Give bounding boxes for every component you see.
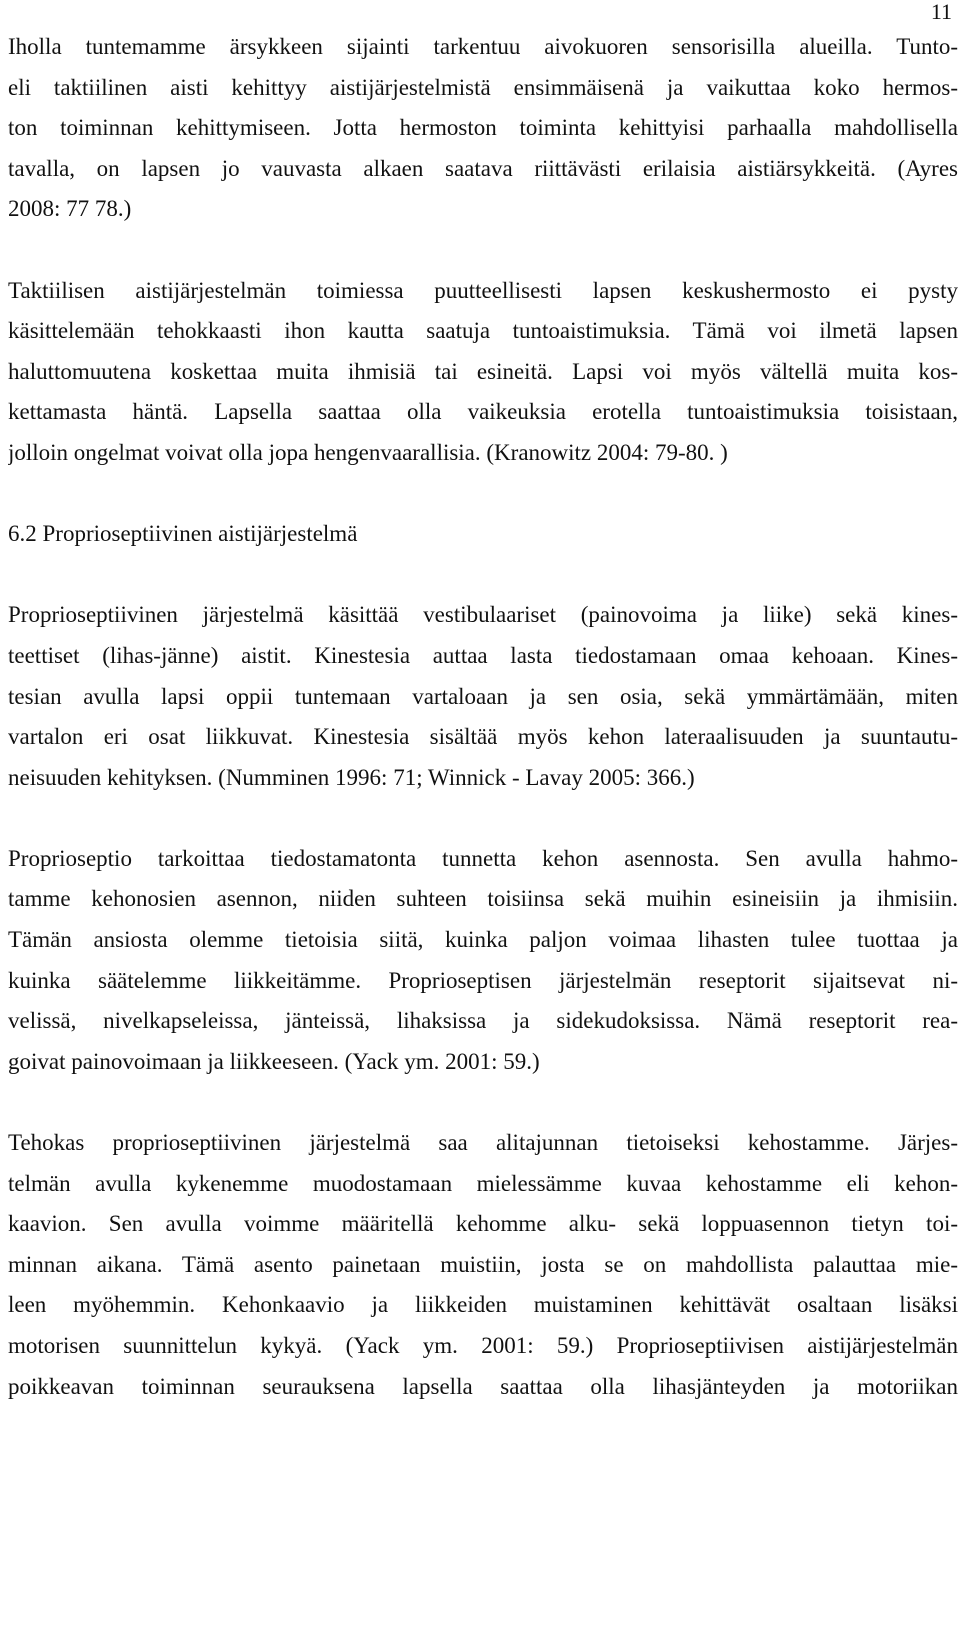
text-line: goivat painovoimaan ja liikkeeseen. (Yack ym. 2001: 59.) <box>8 1048 540 1074</box>
text-line: haluttomuutena koskettaa muita ihmisiä tai esineitä. Lapsi voi myös vältellä muita kos- <box>8 358 958 384</box>
text-line: kaavion. Sen avulla voimme määritellä kehomme alku- sekä loppuasennon tietyn toi- <box>8 1211 958 1237</box>
text-line: Proprioseptio tarkoittaa tiedostamatonta tunnetta kehon asennosta. Sen avulla hahmo- <box>8 845 958 871</box>
text-line: tamme kehonosien asennon, niiden suhteen toisiinsa sekä muihin esineisiin ja ihmisiin. <box>8 886 958 912</box>
text-line: teettiset (lihas-jänne) aistit. Kinestesia auttaa lasta tiedostamaan omaa kehoaan. Kines- <box>8 642 958 668</box>
document-body <box>8 27 958 1407</box>
text-line: motorisen suunnittelun kykyä. (Yack ym. 2001: 59.) Proprioseptiivisen aistijärjestelmän <box>8 1333 958 1358</box>
paragraph <box>8 595 958 798</box>
text-line: kuinka säätelemme liikkeitämme. Proprioseptisen järjestelmän reseptorit sijaitsevat ni- <box>8 967 958 993</box>
text-line: velissä, nivelkapseleissa, jänteissä, lihaksissa ja sidekudoksissa. Nämä reseptorit rea- <box>8 1008 958 1034</box>
paragraph <box>8 839 958 1083</box>
text-line: leen myöhemmin. Kehonkaavio ja liikkeiden muistaminen kehittävät osaltaan lisäksi <box>8 1292 958 1318</box>
text-line: tesian avulla lapsi oppii tuntemaan vartaloaan ja sen osia, sekä ymmärtämään, miten <box>8 683 958 709</box>
text-line: Tämän ansiosta olemme tietoisia siitä, kuinka paljon voimaa lihasten tulee tuottaa ja <box>8 927 958 953</box>
text-line: neisuuden kehityksen. (Numminen 1996: 71; Winnick - Lavay 2005: 366.) <box>8 764 695 790</box>
text-line: käsittelemään tehokkaasti ihon kautta saatuja tuntoaistimuksia. Tämä voi ilmetä lapsen <box>8 318 958 344</box>
text-line: eli taktiilinen aisti kehittyy aistijärjestelmistä ensimmäisenä ja vaikuttaa koko hermos- <box>8 74 958 100</box>
paragraph <box>8 271 958 474</box>
text-line: poikkeavan toiminnan seurauksena lapsella saattaa olla lihasjänteyden ja motoriikan <box>8 1373 958 1399</box>
text-line: Taktiilisen aistijärjestelmän toimiessa puutteellisesti lapsen keskushermosto ei pysty <box>8 277 958 303</box>
text-line: Iholla tuntemamme ärsykkeen sijainti tarkentuu aivokuoren sensorisilla alueilla. Tunto- <box>8 34 958 59</box>
text-line: Tehokas proprioseptiivinen järjestelmä saa alitajunnan tietoiseksi kehostamme. Järjes- <box>8 1130 958 1156</box>
text-line: jolloin ongelmat voivat olla jopa hengenvaarallisia. (Kranowitz 2004: 79-80. ) <box>8 439 728 465</box>
paragraph <box>8 27 958 230</box>
paragraph <box>8 1123 958 1407</box>
text-line: vartalon eri osat liikkuvat. Kinestesia sisältää myös kehon lateraalisuuden ja suuntautu- <box>8 724 958 750</box>
text-line: ton toiminnan kehittymiseen. Jotta hermoston toiminta kehittyisi parhaalla mahdollisella <box>8 115 958 141</box>
text-line: minnan aikana. Tämä asento painetaan muistiin, josta se on mahdollista palauttaa mie- <box>8 1251 958 1277</box>
section-heading: 6.2 Proprioseptiivinen aistijärjestelmä <box>8 521 358 547</box>
text-line: telmän avulla kykenemme muodostamaan mielessämme kuvaa kehostamme eli kehon- <box>8 1170 958 1196</box>
text-line: tavalla, on lapsen jo vauvasta alkaen saatava riittävästi erilaisia aistiärsykkeitä. (Ayres <box>8 155 958 181</box>
page-number: 11 <box>930 0 952 24</box>
text-line: Proprioseptiivinen järjestelmä käsittää vestibulaariset (painovoima ja liike) sekä kines- <box>8 602 958 628</box>
text-line: 2008: 77 78.) <box>8 196 132 222</box>
text-line: kettamasta häntä. Lapsella saattaa olla vaikeuksia erotella tuntoaistimuksia toisistaan, <box>8 399 958 425</box>
